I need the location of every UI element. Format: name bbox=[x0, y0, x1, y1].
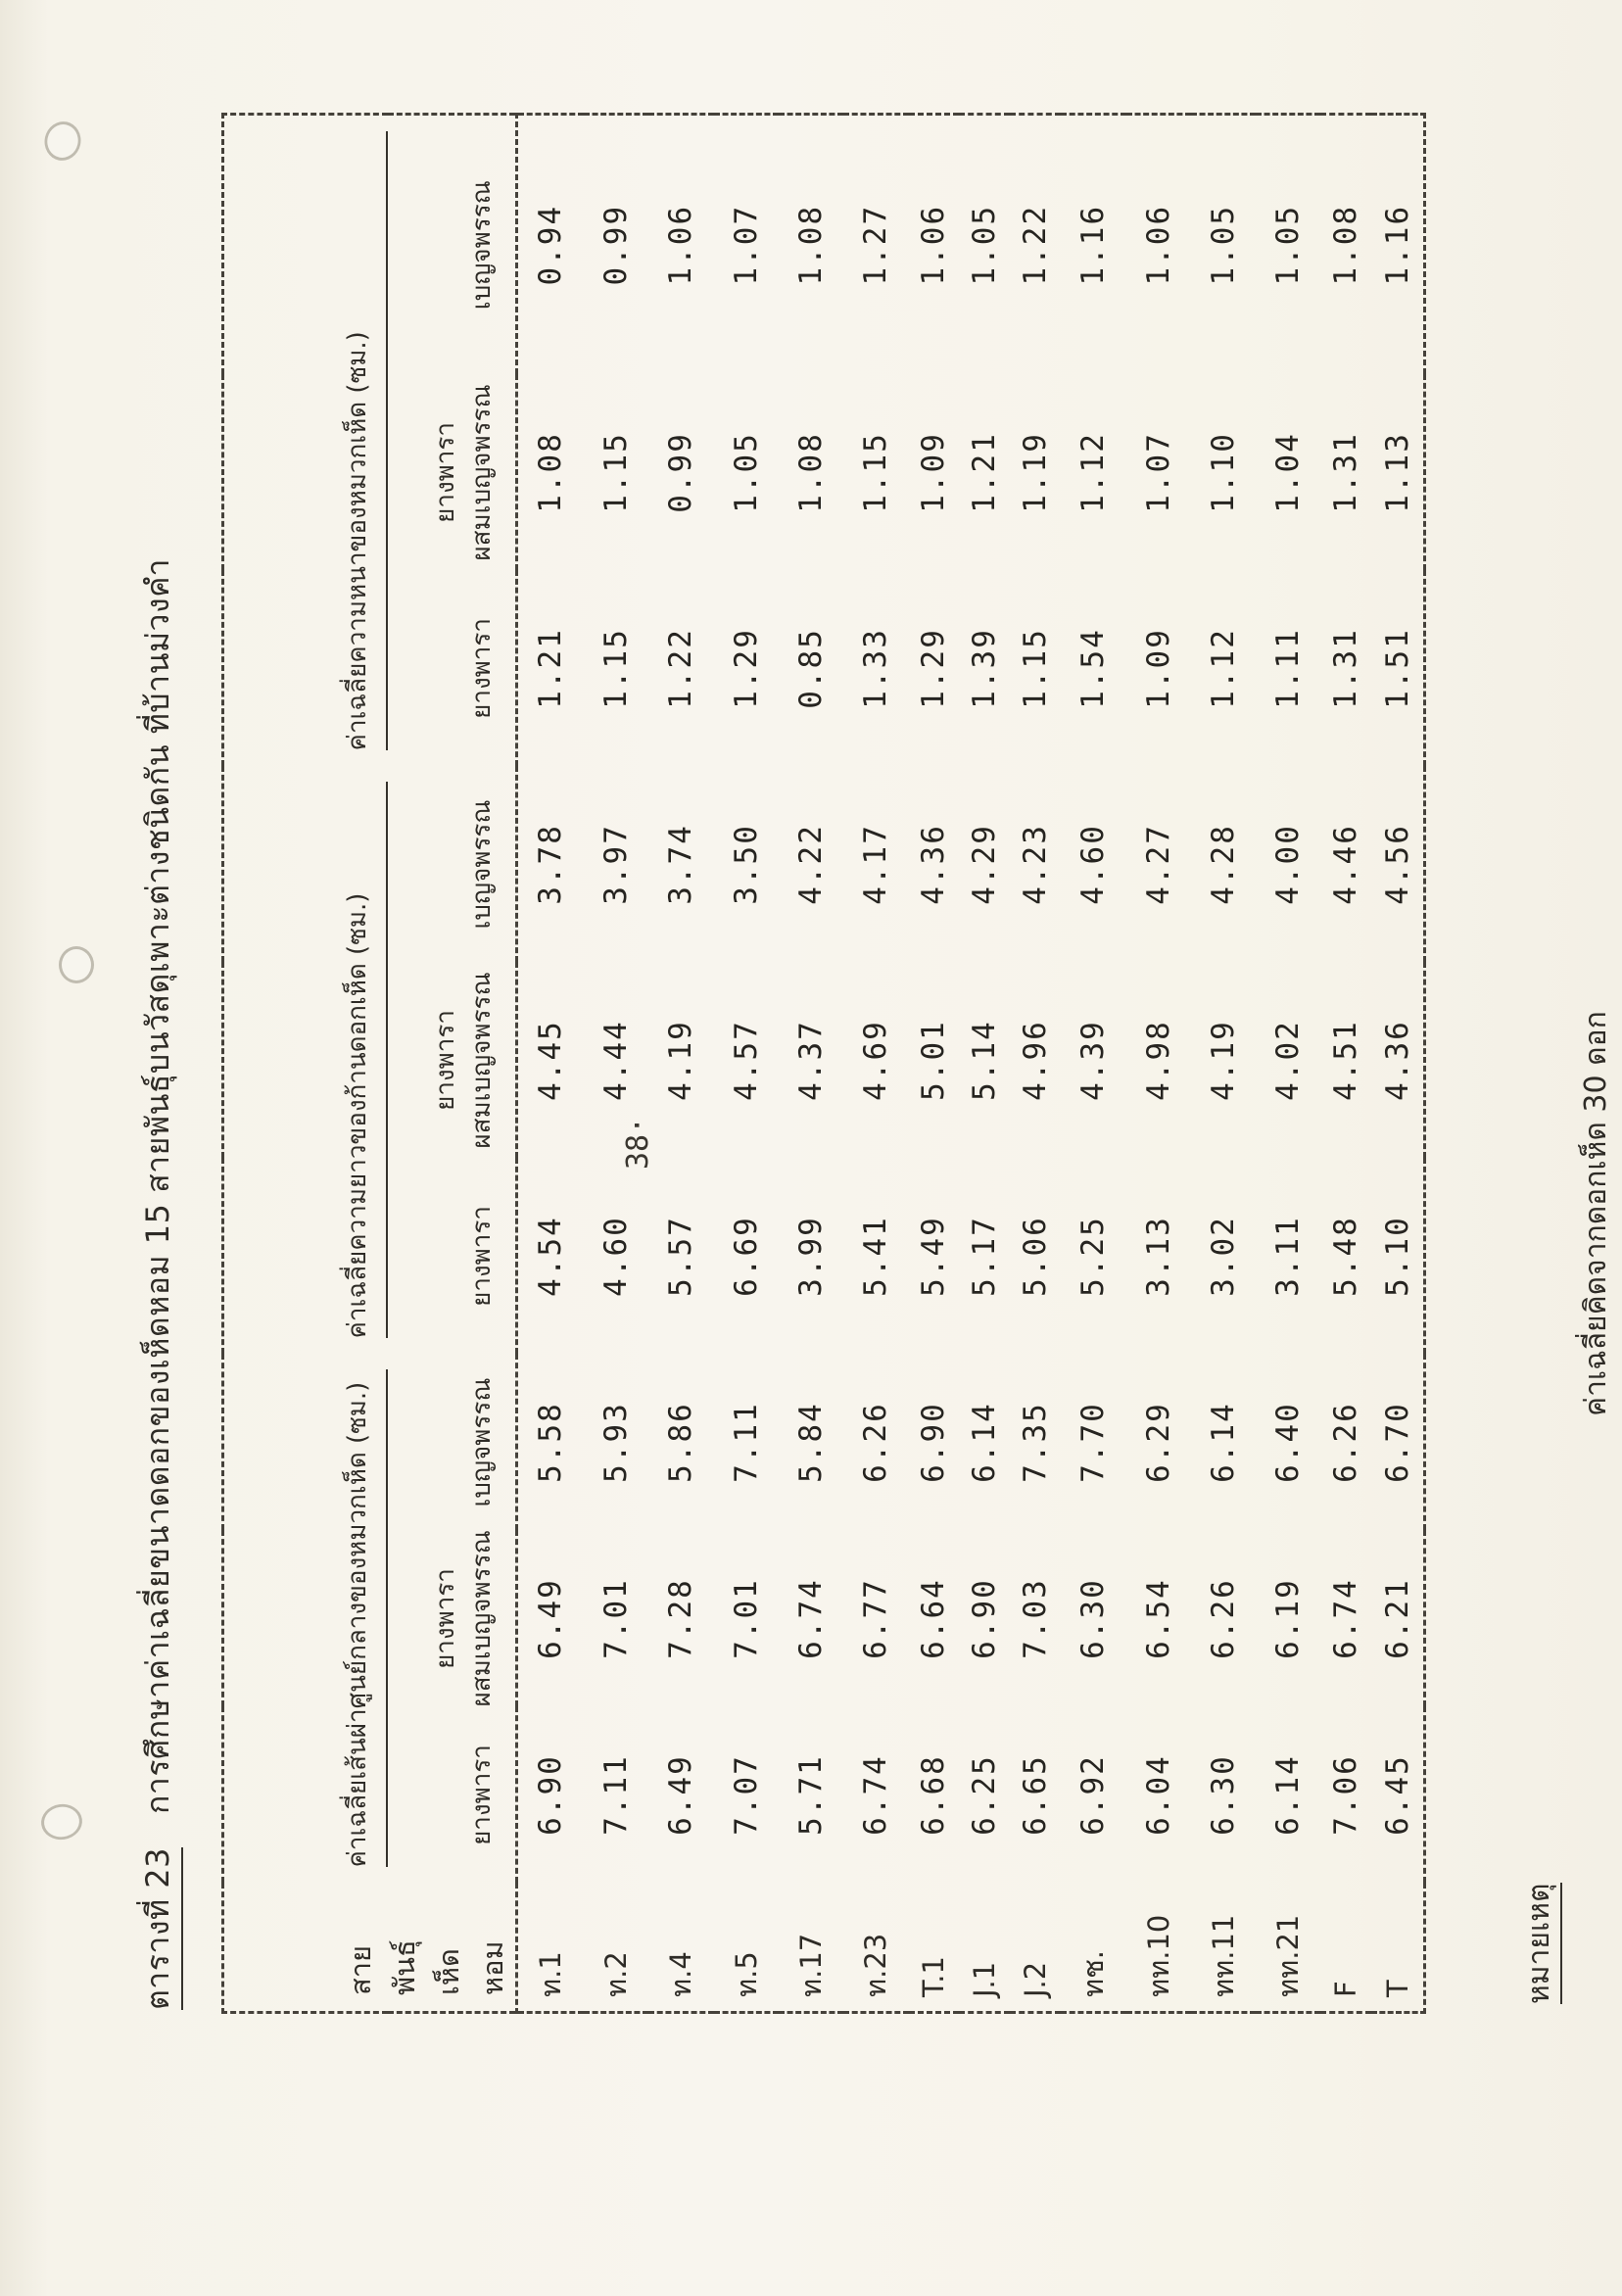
value-cell: 1.15 bbox=[598, 432, 635, 513]
value-cell: 5.86 bbox=[663, 1402, 699, 1483]
value-cell: 1.09 bbox=[1140, 628, 1176, 709]
value-cell: 4.60 bbox=[1075, 824, 1112, 905]
strain-label: T bbox=[1380, 1980, 1414, 1997]
value-cell: 3.99 bbox=[793, 1216, 830, 1297]
punch-hole bbox=[59, 946, 94, 983]
value-cell: 7.70 bbox=[1075, 1402, 1112, 1483]
table-number-label: ตารางที่ 23 bbox=[139, 1847, 183, 2010]
value-cell: 1.27 bbox=[858, 204, 894, 286]
value-cell: 1.06 bbox=[1140, 204, 1176, 286]
value-cell: 1.15 bbox=[858, 432, 894, 513]
value-cell: 1.15 bbox=[598, 628, 635, 709]
value-cell: 6.26 bbox=[1328, 1402, 1364, 1483]
table-row bbox=[1010, 114, 1061, 2012]
value-cell: 1.22 bbox=[1018, 204, 1054, 286]
value-cell: 1.05 bbox=[728, 432, 764, 513]
strain-header-line1: สายพันธุ์ bbox=[344, 1939, 422, 1995]
strain-label: ท.2 bbox=[599, 1951, 634, 1997]
value-cell: 5.84 bbox=[793, 1402, 830, 1483]
value-cell: 7.06 bbox=[1328, 1754, 1364, 1836]
value-cell: 4.36 bbox=[1379, 1020, 1415, 1101]
value-cell: 4.02 bbox=[1270, 1020, 1307, 1101]
value-cell: 1.51 bbox=[1379, 628, 1415, 709]
value-cell: 6.30 bbox=[1075, 1578, 1112, 1659]
data-table bbox=[221, 113, 1426, 2014]
value-cell: 6.70 bbox=[1379, 1402, 1415, 1483]
table-row bbox=[584, 114, 648, 2012]
value-cell: 4.19 bbox=[1205, 1020, 1241, 1101]
subheader-rubber: ยางพารา bbox=[388, 1707, 517, 1884]
value-cell: 1.12 bbox=[1075, 432, 1112, 513]
value-cell: 6.49 bbox=[663, 1754, 699, 1836]
value-cell: 1.33 bbox=[858, 628, 894, 709]
footnote-label: หมายเหตุ bbox=[1516, 1884, 1562, 2005]
strain-label: J.2 bbox=[1019, 1961, 1053, 1997]
value-cell: 4.56 bbox=[1379, 824, 1415, 905]
value-cell: 6.45 bbox=[1379, 1754, 1415, 1836]
value-cell: 4.69 bbox=[858, 1020, 894, 1101]
value-cell: 1.22 bbox=[663, 628, 699, 709]
value-cell: 1.29 bbox=[916, 628, 952, 709]
value-cell: 1.16 bbox=[1075, 204, 1112, 286]
value-cell: 6.90 bbox=[916, 1402, 952, 1483]
value-cell: 1.16 bbox=[1379, 204, 1415, 286]
value-cell: 7.28 bbox=[663, 1578, 699, 1659]
value-cell: 4.60 bbox=[598, 1216, 635, 1297]
strain-label: ทท.21 bbox=[1271, 1914, 1306, 1997]
value-cell: 1.21 bbox=[533, 628, 569, 709]
table-row bbox=[1126, 114, 1191, 2012]
value-cell: 5.71 bbox=[793, 1754, 830, 1836]
value-cell: 4.27 bbox=[1140, 824, 1176, 905]
value-cell: 7.03 bbox=[1018, 1578, 1054, 1659]
subheader-rubber: ยางพารา bbox=[388, 570, 517, 766]
value-cell: 6.69 bbox=[728, 1216, 764, 1297]
value-cell: 5.58 bbox=[533, 1402, 569, 1483]
strain-label: ท.23 bbox=[859, 1933, 893, 1997]
value-cell: 7.11 bbox=[598, 1754, 635, 1836]
value-cell: 1.15 bbox=[1018, 628, 1054, 709]
value-cell: 4.96 bbox=[1018, 1020, 1054, 1101]
value-cell: 5.10 bbox=[1379, 1216, 1415, 1297]
table-row bbox=[648, 114, 713, 2012]
strain-label: ทท.10 bbox=[1141, 1914, 1175, 1997]
value-cell: 4.19 bbox=[663, 1020, 699, 1101]
value-cell: 1.13 bbox=[1379, 432, 1415, 513]
value-cell: 6.30 bbox=[1205, 1754, 1241, 1836]
strain-label: ท.17 bbox=[794, 1933, 829, 1997]
value-cell: 0.99 bbox=[663, 432, 699, 513]
value-cell: 1.29 bbox=[728, 628, 764, 709]
value-cell: 7.01 bbox=[598, 1578, 635, 1659]
value-cell: 1.12 bbox=[1205, 628, 1241, 709]
strain-label: ท.4 bbox=[664, 1951, 698, 1997]
table-row bbox=[1061, 114, 1125, 2012]
value-cell: 1.39 bbox=[967, 628, 1003, 709]
strain-label: ทท.11 bbox=[1206, 1914, 1240, 1997]
table-row bbox=[1320, 114, 1371, 2012]
value-cell: 4.39 bbox=[1075, 1020, 1112, 1101]
subheader-rubber: ยางพารา bbox=[388, 1158, 517, 1354]
value-cell: 5.41 bbox=[858, 1216, 894, 1297]
value-cell: 6.29 bbox=[1140, 1402, 1176, 1483]
value-cell: 5.01 bbox=[916, 1020, 952, 1101]
table-row bbox=[1191, 114, 1256, 2012]
value-cell: 6.49 bbox=[533, 1578, 569, 1659]
footnote-text: ค่าเฉลี่ยคิดจากดอกเห็ด 30 ดอก bbox=[1579, 1011, 1613, 1416]
value-cell: 6.65 bbox=[1018, 1754, 1054, 1836]
table-row bbox=[714, 114, 779, 2012]
strain-column-header bbox=[223, 1884, 517, 2013]
subheader-rubber-mixed: ยางพารา ผสมเบญจพรรณ bbox=[388, 962, 517, 1158]
value-cell: 1.08 bbox=[533, 432, 569, 513]
subheader-mixed: เบญจพรรณ bbox=[388, 114, 517, 374]
value-cell: 1.08 bbox=[1328, 204, 1364, 286]
value-cell: 6.90 bbox=[967, 1578, 1003, 1659]
value-cell: 0.85 bbox=[793, 628, 830, 709]
value-cell: 1.11 bbox=[1270, 628, 1307, 709]
value-cell: 6.26 bbox=[858, 1402, 894, 1483]
strain-label: ท.1 bbox=[534, 1951, 568, 1997]
value-cell: 5.93 bbox=[598, 1402, 635, 1483]
value-cell: 4.44 bbox=[598, 1020, 635, 1101]
value-cell: 3.02 bbox=[1205, 1216, 1241, 1297]
value-cell: 1.08 bbox=[793, 432, 830, 513]
table-title bbox=[133, 558, 183, 2010]
value-cell: 1.06 bbox=[916, 204, 952, 286]
value-cell: 1.31 bbox=[1328, 628, 1364, 709]
value-cell: 6.40 bbox=[1270, 1402, 1307, 1483]
value-cell: 4.22 bbox=[793, 824, 830, 905]
value-cell: 4.45 bbox=[533, 1020, 569, 1101]
value-cell: 5.25 bbox=[1075, 1216, 1112, 1297]
value-cell: 3.74 bbox=[663, 824, 699, 905]
value-cell: 6.14 bbox=[1270, 1754, 1307, 1836]
value-cell: 4.29 bbox=[967, 824, 1003, 905]
value-cell: 6.64 bbox=[916, 1578, 952, 1659]
value-cell: 1.54 bbox=[1075, 628, 1112, 709]
strain-header-line2: เห็ดหอม bbox=[432, 1940, 510, 1995]
value-cell: 6.74 bbox=[793, 1578, 830, 1659]
value-cell: 1.05 bbox=[1205, 204, 1241, 286]
group-header-cap-thickness: ค่าเฉลี่ยความหนาของหมวกเห็ด (ซม.) bbox=[223, 114, 388, 766]
table-row bbox=[1371, 114, 1424, 2012]
value-cell: 0.94 bbox=[533, 204, 569, 286]
value-cell: 1.05 bbox=[967, 204, 1003, 286]
value-cell: 6.14 bbox=[967, 1402, 1003, 1483]
value-cell: 6.26 bbox=[1205, 1578, 1241, 1659]
value-cell: 6.54 bbox=[1140, 1578, 1176, 1659]
table-row bbox=[1256, 114, 1320, 2012]
value-cell: 1.04 bbox=[1270, 432, 1307, 513]
value-cell: 1.07 bbox=[1140, 432, 1176, 513]
subheader-rubber-mixed: ยางพารา ผสมเบญจพรรณ bbox=[388, 1531, 517, 1707]
value-cell: 4.37 bbox=[793, 1020, 830, 1101]
value-cell: 4.57 bbox=[728, 1020, 764, 1101]
value-cell: 3.50 bbox=[728, 824, 764, 905]
value-cell: 6.74 bbox=[858, 1754, 894, 1836]
value-cell: 6.92 bbox=[1075, 1754, 1112, 1836]
page-number: 38· bbox=[621, 1116, 655, 1170]
value-cell: 7.01 bbox=[728, 1578, 764, 1659]
strain-label: T.1 bbox=[917, 1956, 951, 1997]
value-cell: 6.14 bbox=[1205, 1402, 1241, 1483]
table-row bbox=[909, 114, 960, 2012]
strain-label: ทช. bbox=[1076, 1949, 1111, 1997]
value-cell: 7.07 bbox=[728, 1754, 764, 1836]
value-cell: 4.17 bbox=[858, 824, 894, 905]
value-cell: 6.90 bbox=[533, 1754, 569, 1836]
value-cell: 3.11 bbox=[1270, 1216, 1307, 1297]
value-cell: 6.25 bbox=[967, 1754, 1003, 1836]
value-cell: 6.77 bbox=[858, 1578, 894, 1659]
value-cell: 5.49 bbox=[916, 1216, 952, 1297]
value-cell: 3.78 bbox=[533, 824, 569, 905]
value-cell: 1.08 bbox=[793, 204, 830, 286]
group-header-stem-length: ค่าเฉลี่ยความยาวของก้านดอกเห็ด (ซม.) bbox=[223, 766, 388, 1354]
value-cell: 5.17 bbox=[967, 1216, 1003, 1297]
table-row bbox=[517, 114, 584, 2012]
subheader-rubber-mixed: ยางพารา ผสมเบญจพรรณ bbox=[388, 374, 517, 570]
value-cell: 3.13 bbox=[1140, 1216, 1176, 1297]
value-cell: 5.14 bbox=[967, 1020, 1003, 1101]
value-cell: 5.06 bbox=[1018, 1216, 1054, 1297]
value-cell: 6.68 bbox=[916, 1754, 952, 1836]
value-cell: 4.54 bbox=[533, 1216, 569, 1297]
value-cell: 1.10 bbox=[1205, 432, 1241, 513]
value-cell: 4.36 bbox=[916, 824, 952, 905]
value-cell: 4.23 bbox=[1018, 824, 1054, 905]
value-cell: 6.21 bbox=[1379, 1578, 1415, 1659]
table-title-text: การศึกษาค่าเฉลี่ยขนาดดอกของเห็ดหอม 15 สายพันธุ์บนวัสดุเพาะต่างชนิดกัน ที่บ้านม่วงคำ bbox=[139, 557, 176, 1814]
value-cell: 5.48 bbox=[1328, 1216, 1364, 1297]
table-header bbox=[223, 114, 517, 2012]
subheader-mixed: เบญจพรรณ bbox=[388, 1354, 517, 1530]
value-cell: 5.57 bbox=[663, 1216, 699, 1297]
strain-label: ท.5 bbox=[729, 1951, 763, 1997]
strain-label: J.1 bbox=[968, 1961, 1002, 1997]
value-cell: 4.46 bbox=[1328, 824, 1364, 905]
group-header-cap-diameter: ค่าเฉลี่ยเส้นผ่าศูนย์กลางของหมวกเห็ด (ซม.) bbox=[223, 1354, 388, 1883]
table-row bbox=[843, 114, 908, 2012]
value-cell: 4.51 bbox=[1328, 1020, 1364, 1101]
value-cell: 7.11 bbox=[728, 1402, 764, 1483]
value-cell: 1.31 bbox=[1328, 432, 1364, 513]
value-cell: 1.09 bbox=[916, 432, 952, 513]
value-cell: 4.28 bbox=[1205, 824, 1241, 905]
value-cell: 6.74 bbox=[1328, 1578, 1364, 1659]
value-cell: 6.04 bbox=[1140, 1754, 1176, 1836]
strain-label: F bbox=[1329, 1981, 1363, 1997]
value-cell: 1.21 bbox=[967, 432, 1003, 513]
value-cell: 4.00 bbox=[1270, 824, 1307, 905]
subheader-mixed: เบญจพรรณ bbox=[388, 766, 517, 962]
table-body bbox=[517, 114, 1425, 2012]
value-cell: 7.35 bbox=[1018, 1402, 1054, 1483]
value-cell: 1.06 bbox=[663, 204, 699, 286]
value-cell: 6.19 bbox=[1270, 1578, 1307, 1659]
value-cell: 1.05 bbox=[1270, 204, 1307, 286]
value-cell: 4.98 bbox=[1140, 1020, 1176, 1101]
table-row bbox=[959, 114, 1010, 2012]
table-row bbox=[779, 114, 843, 2012]
value-cell: 1.07 bbox=[728, 204, 764, 286]
value-cell: 0.99 bbox=[598, 204, 635, 286]
value-cell: 1.19 bbox=[1018, 432, 1054, 513]
value-cell: 3.97 bbox=[598, 824, 635, 905]
